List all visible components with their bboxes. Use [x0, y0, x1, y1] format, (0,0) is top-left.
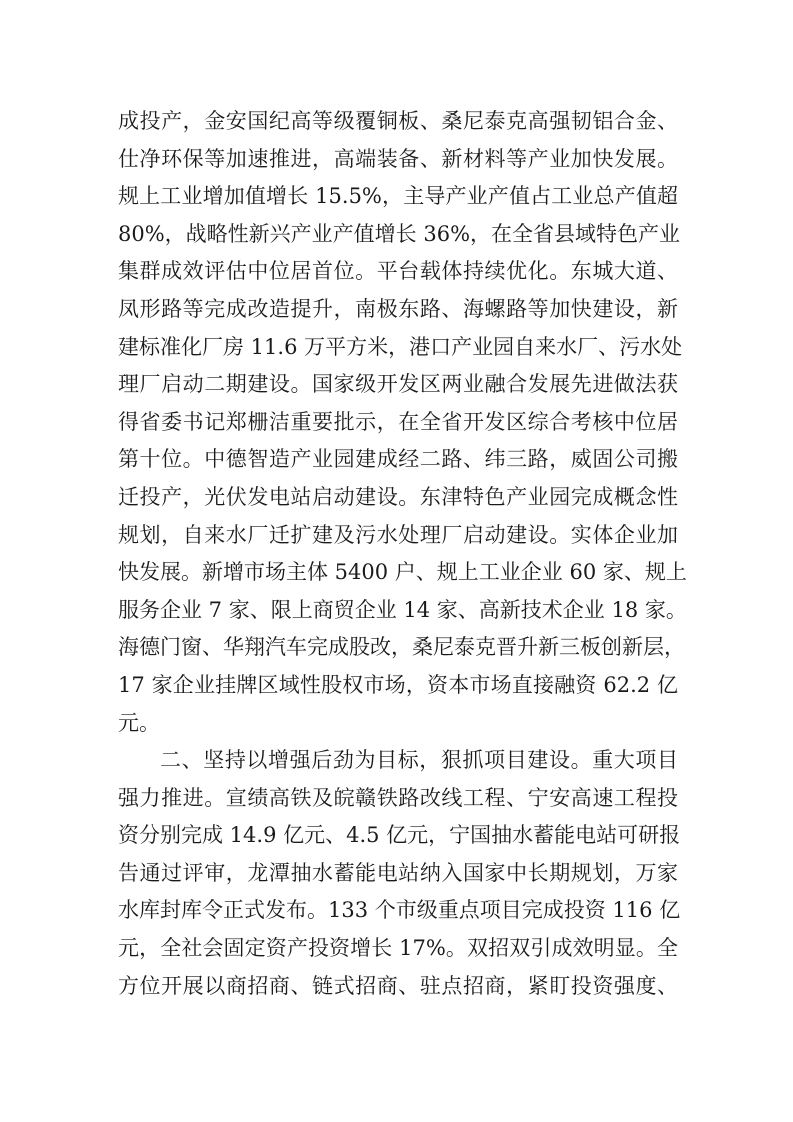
paragraph-2-line: 元，全社会固定资产投资增长 17%。双招双引成效明显。全 — [118, 936, 678, 961]
paragraph-1-line: 迁投产，光伏发电站启动建设。东津特色产业园完成概念性 — [118, 484, 678, 509]
paragraph-1-line: 17 家企业挂牌区域性股权市场，资本市场直接融资 62.2 亿 — [118, 672, 678, 697]
paragraph-2-line: 水库封库令正式发布。133 个市级重点项目完成投资 116 亿 — [118, 898, 681, 923]
paragraph-1-line: 海德门窗、华翔汽车完成股改，桑尼泰克晋升新三板创新层， — [118, 635, 685, 660]
paragraph-2-line: 方位开展以商招商、链式招商、驻点招商，紧盯投资强度、 — [118, 973, 678, 998]
paragraph-1-line: 成投产，金安国纪高等级覆铜板、桑尼泰克高强韧铝合金、 — [118, 109, 678, 133]
paragraph-1-line: 规上工业增加值增长 15.5%，主导产业产值占工业总产值超 — [118, 184, 678, 209]
paragraph-1-line: 服务企业 7 家、限上商贸企业 14 家、高新技术企业 18 家。 — [118, 597, 687, 622]
paragraph-2-line: 告通过评审，龙潭抽水蓄能电站纳入国家中长期规划，万家 — [118, 860, 678, 885]
paragraph-1-line: 快发展。新增市场主体 5400 户、规上工业企业 60 家、规上 — [118, 560, 687, 585]
paragraph-1-line: 集群成效评估中位居首位。平台载体持续优化。东城大道、 — [118, 259, 678, 284]
paragraph-1-line: 得省委书记郑栅洁重要批示，在全省开发区综合考核中位居 — [118, 409, 678, 434]
body-text — [118, 103, 687, 1005]
paragraph-1-line: 建标准化厂房 11.6 万平方米，港口产业园自来水厂、污水处 — [118, 334, 683, 359]
paragraph-2-line: 资分别完成 14.9 亿元、4.5 亿元，宁国抽水蓄能电站可研报 — [118, 823, 681, 848]
paragraph-2-line: 二、坚持以增强后劲为目标，狠抓项目建设。重大项目 — [160, 748, 678, 773]
paragraph-1-line: 仕净环保等加速推进，高端装备、新材料等产业加快发展。 — [118, 146, 678, 171]
paragraph-1-line: 80%，战略性新兴产业产值增长 36%，在全省县域特色产业 — [118, 221, 681, 246]
paragraph-1-line: 理厂启动二期建设。国家级开发区两业融合发展先进做法获 — [118, 372, 678, 397]
paragraph-1-line: 规划，自来水厂迁扩建及污水处理厂启动建设。实体企业加 — [118, 522, 678, 547]
paragraph-1-line: 凤形路等完成改造提升，南极东路、海螺路等加快建设，新 — [118, 296, 678, 321]
paragraph-1-line: 元。 — [118, 710, 160, 735]
paragraph-1-line: 第十位。中德智造产业园建成经二路、纬三路，威固公司搬 — [118, 447, 678, 472]
paragraph-2-line: 强力推进。宣绩高铁及皖赣铁路改线工程、宁安高速工程投 — [118, 785, 678, 810]
